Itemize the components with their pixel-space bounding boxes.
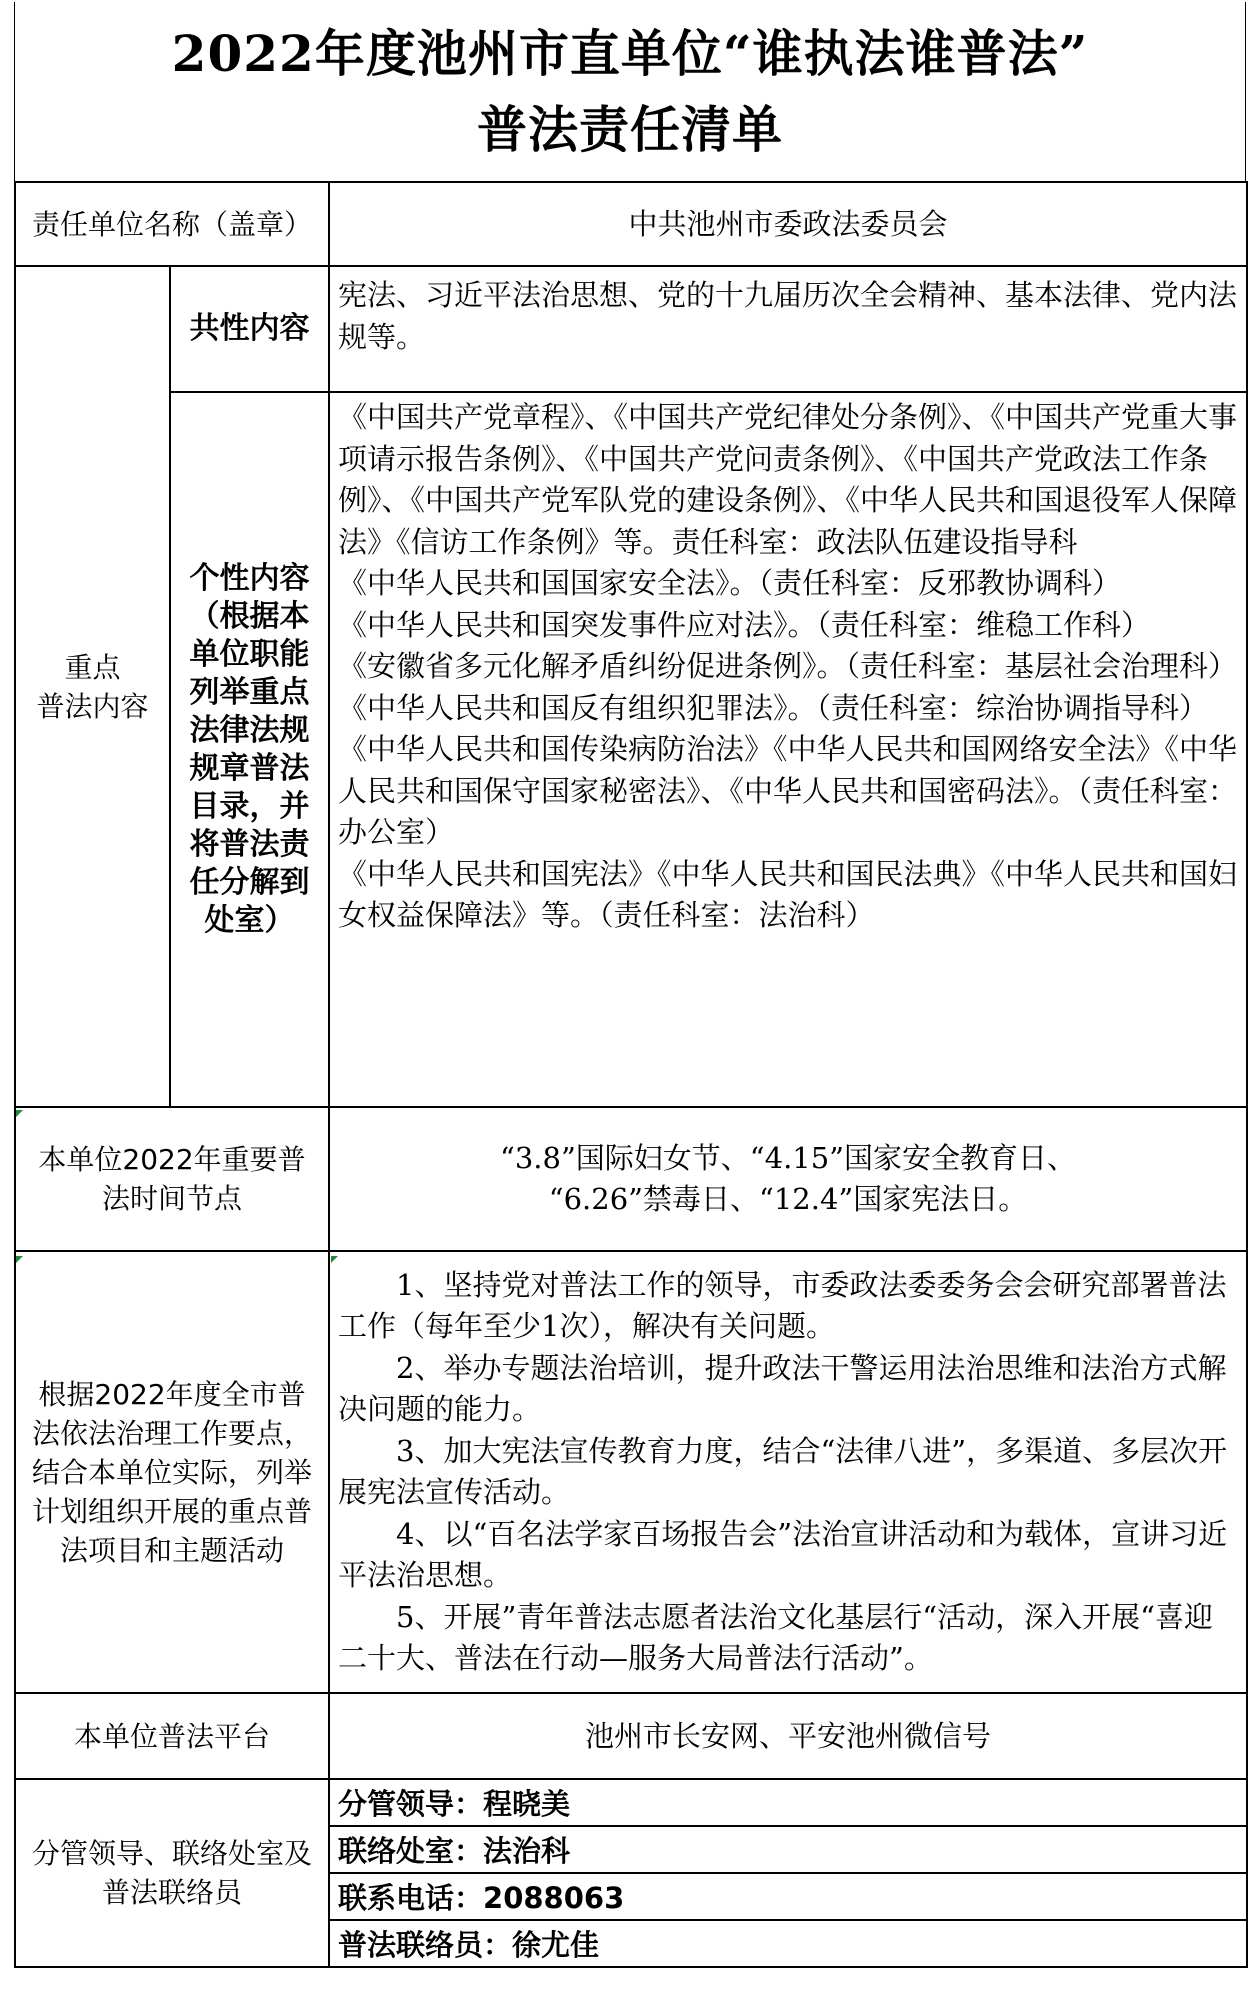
individual-item: 《中华人民共和国传染病防治法》《中华人民共和国网络安全法》《中华人民共和国保守国家秘密法》、《中华人民共和国密码法》。（责任科室：办公室）: [338, 732, 1238, 849]
time-nodes-value: [329, 1107, 1247, 1251]
cell-comment-marker: [16, 1256, 23, 1263]
unit-label: 责任单位名称（盖章）: [15, 182, 329, 266]
contacts-label: 分管领导、联络处室及普法联络员: [15, 1779, 329, 1967]
common-content-row: [15, 266, 1247, 392]
unit-row: [15, 182, 1247, 266]
cell-comment-marker: [331, 1256, 338, 1263]
project-item: 2、举办专题法治培训，提升政法干警运用法治思维和法治方式解决问题的能力。: [338, 1350, 1227, 1426]
platform-row: [15, 1693, 1247, 1779]
project-item: 5、开展”青年普法志愿者法治文化基层行“活动，深入开展“喜迎二十大、普法在行动—服务大局普法行活动”。: [338, 1599, 1213, 1675]
individual-item: 《中国共产党章程》、《中国共产党纪律处分条例》、《中国共产党重大事项请示报告条例》、《中国共产党问责条例》、《中国共产党政法工作条例》、《中国共产党军队党的建设条例》、《中华人民共和国退役军人保障法》《信访工作条例》等。责任科室：政法队伍建设指导科: [338, 400, 1238, 559]
key-content-label-line-2: 普法内容: [36, 689, 149, 723]
office-field: 联络处室：法治科: [329, 1826, 1247, 1873]
unit-value: 中共池州市委政法委员会: [329, 182, 1247, 266]
projects-row: [15, 1251, 1247, 1693]
key-content-label-line-1: 重点: [64, 650, 121, 684]
title-line-2: 普法责任清单: [477, 100, 783, 159]
responsibility-table: [14, 181, 1248, 1968]
project-item: 3、加大宪法宣传教育力度，结合“法律八进”，多渠道、多层次开展宪法宣传活动。: [338, 1433, 1228, 1509]
individual-item: 《安徽省多元化解矛盾纠纷促进条例》。（责任科室：基层社会治理科）: [338, 649, 1238, 683]
key-content-label: [15, 266, 170, 1107]
time-nodes-line-1: “3.8”国际妇女节、“4.15”国家安全教育日、: [500, 1141, 1077, 1175]
phone-field: 联系电话：2088063: [329, 1873, 1247, 1920]
time-nodes-line-2: “6.26”禁毒日、“12.4”国家宪法日。: [548, 1182, 1028, 1216]
individual-item: 《中华人民共和国突发事件应对法》。（责任科室：维稳工作科）: [338, 607, 1151, 642]
individual-content-list: [329, 392, 1247, 1107]
platform-label: 本单位普法平台: [15, 1693, 329, 1779]
common-content-text: 宪法、习近平法治思想、党的十九届历次全会精神、基本法律、党内法规等。: [329, 266, 1247, 392]
individual-item: 《中华人民共和国国家安全法》。（责任科室：反邪教协调科）: [338, 566, 1122, 600]
leader-field: 分管领导：程晓美: [329, 1779, 1247, 1826]
liaison-field: 普法联络员：徐尤佳: [329, 1920, 1247, 1967]
project-item: 1、坚持党对普法工作的领导，市委政法委委务会会研究部署普法工作（每年至少1次），解决有关问题。: [338, 1267, 1227, 1343]
contact-row: [15, 1779, 1247, 1826]
time-nodes-row: [15, 1107, 1247, 1251]
projects-label: 根据2022年度全市普法依法治理工作要点，结合本单位实际，列举计划组织开展的重点普法项目和主题活动: [15, 1251, 329, 1693]
common-content-label: 共性内容: [170, 266, 329, 392]
individual-content-label: 个性内容（根据本单位职能列举重点法律法规规章普法目录，并将普法责任分解到处室）: [170, 392, 329, 1107]
platform-value: 池州市长安网、平安池州微信号: [329, 1693, 1247, 1779]
individual-content-row: [15, 392, 1247, 1107]
individual-item: 《中华人民共和国宪法》《中华人民共和国民法典》《中华人民共和国妇女权益保障法》等。（责任科室：法治科）: [338, 856, 1238, 932]
time-nodes-label: 本单位2022年重要普法时间节点: [15, 1107, 329, 1251]
projects-list: [329, 1251, 1247, 1693]
document-title: [14, 2, 1246, 182]
cell-comment-marker: [16, 1110, 23, 1117]
project-item: 4、以“百名法学家百场报告会”法治宣讲活动和为载体，宣讲习近平法治思想。: [338, 1516, 1228, 1592]
individual-item: 《中华人民共和国反有组织犯罪法》。（责任科室：综治协调指导科）: [338, 690, 1209, 725]
title-line-1: 2022年度池州市直单位“谁执法谁普法”: [171, 24, 1089, 83]
